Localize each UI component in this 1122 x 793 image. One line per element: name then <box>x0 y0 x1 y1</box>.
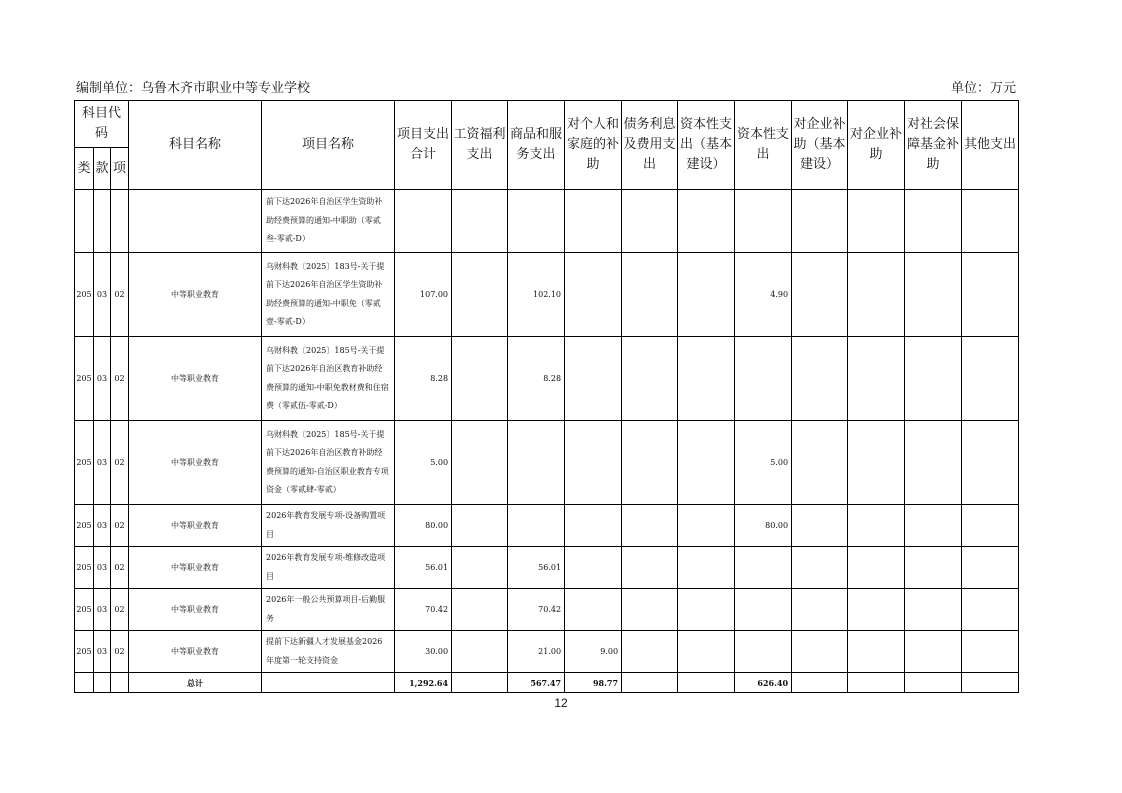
table-row <box>75 190 1019 253</box>
cell-debt <box>622 505 678 547</box>
cell-social <box>905 190 962 253</box>
cell-goods: 8.28 <box>508 337 565 421</box>
cell-capital <box>735 589 792 631</box>
cell-personal <box>565 253 622 337</box>
cell-empty <box>111 673 129 693</box>
cell-ent-basic <box>792 505 848 547</box>
cell-capital <box>735 631 792 673</box>
cell-social <box>905 337 962 421</box>
cell-wages <box>452 337 508 421</box>
cell-personal <box>565 337 622 421</box>
cell-subject: 中等职业教育 <box>129 421 262 505</box>
cell-subject: 中等职业教育 <box>129 631 262 673</box>
cell-cap-basic <box>678 505 735 547</box>
cell-cap-basic <box>678 421 735 505</box>
total-wages <box>452 673 508 693</box>
cell-capital: 80.00 <box>735 505 792 547</box>
total-goods: 567.47 <box>508 673 565 693</box>
cell-other <box>962 421 1019 505</box>
cell-goods <box>508 505 565 547</box>
cell-cap-basic <box>678 190 735 253</box>
cell-xiang <box>111 190 129 253</box>
col-capital: 资本性支出 <box>735 101 792 190</box>
cell-enterprise <box>848 421 905 505</box>
cell-total <box>395 190 452 253</box>
cell-ent-basic <box>792 547 848 589</box>
cell-enterprise <box>848 589 905 631</box>
col-project-name: 项目名称 <box>262 101 395 190</box>
cell-goods: 56.01 <box>508 547 565 589</box>
cell-capital <box>735 190 792 253</box>
cell-lei: 205 <box>75 547 94 589</box>
table-row <box>75 547 1019 589</box>
table-row <box>75 421 1019 505</box>
cell-project: 提前下达新疆人才发展基金2026年度第一轮支持资金 <box>262 631 395 673</box>
cell-enterprise <box>848 631 905 673</box>
cell-lei: 205 <box>75 421 94 505</box>
compiling-unit: 编制单位：乌鲁木齐市职业中等专业学校 <box>76 81 311 96</box>
cell-lei: 205 <box>75 337 94 421</box>
col-enterprise: 对企业补助 <box>848 101 905 190</box>
total-debt <box>622 673 678 693</box>
cell-lei: 205 <box>75 505 94 547</box>
total-personal: 98.77 <box>565 673 622 693</box>
table-row <box>75 337 1019 421</box>
cell-wages <box>452 505 508 547</box>
cell-xiang: 02 <box>111 547 129 589</box>
col-lei: 类 <box>75 148 94 190</box>
cell-enterprise <box>848 505 905 547</box>
project-expenditure-table <box>74 100 1019 693</box>
cell-kuan: 03 <box>94 421 111 505</box>
cell-project: 2026年教育发展专项-设备购置项目 <box>262 505 395 547</box>
cell-personal <box>565 547 622 589</box>
cell-debt <box>622 421 678 505</box>
cell-ent-basic <box>792 589 848 631</box>
cell-personal: 9.00 <box>565 631 622 673</box>
cell-project: 前下达2026年自治区学生资助补助经费预算的通知-中职助（零贰叁-零贰-D） <box>262 190 395 253</box>
cell-total: 5.00 <box>395 421 452 505</box>
cell-other <box>962 505 1019 547</box>
cell-other <box>962 190 1019 253</box>
table-row <box>75 631 1019 673</box>
col-subject-name: 科目名称 <box>129 101 262 190</box>
cell-cap-basic <box>678 253 735 337</box>
col-social-security: 对社会保障基金补助 <box>905 101 962 190</box>
cell-subject <box>129 190 262 253</box>
cell-enterprise <box>848 547 905 589</box>
table-row <box>75 253 1019 337</box>
cell-ent-basic <box>792 337 848 421</box>
cell-total: 56.01 <box>395 547 452 589</box>
cell-other <box>962 631 1019 673</box>
cell-goods <box>508 421 565 505</box>
cell-ent-basic <box>792 190 848 253</box>
col-debt-interest: 债务利息及费用支出 <box>622 101 678 190</box>
cell-social <box>905 505 962 547</box>
col-kuan: 款 <box>94 148 111 190</box>
total-social <box>905 673 962 693</box>
cell-subject: 中等职业教育 <box>129 253 262 337</box>
cell-goods: 102.10 <box>508 253 565 337</box>
currency-unit: 单位：万元 <box>950 81 1016 96</box>
table-row <box>75 589 1019 631</box>
cell-total: 30.00 <box>395 631 452 673</box>
table-body <box>75 190 1019 693</box>
cell-lei: 205 <box>75 631 94 673</box>
cell-total: 107.00 <box>395 253 452 337</box>
cell-xiang: 02 <box>111 505 129 547</box>
cell-lei: 205 <box>75 589 94 631</box>
cell-kuan: 03 <box>94 505 111 547</box>
cell-wages <box>452 589 508 631</box>
cell-cap-basic <box>678 337 735 421</box>
cell-xiang: 02 <box>111 589 129 631</box>
col-personal-subsidy: 对个人和家庭的补助 <box>565 101 622 190</box>
cell-total: 70.42 <box>395 589 452 631</box>
cell-ent-basic <box>792 253 848 337</box>
header-line <box>76 79 1016 99</box>
cell-other <box>962 337 1019 421</box>
cell-goods: 21.00 <box>508 631 565 673</box>
cell-wages <box>452 253 508 337</box>
cell-goods <box>508 190 565 253</box>
cell-cap-basic <box>678 547 735 589</box>
cell-xiang: 02 <box>111 253 129 337</box>
cell-personal <box>565 589 622 631</box>
col-capital-basic: 资本性支出（基本建设） <box>678 101 735 190</box>
cell-total: 80.00 <box>395 505 452 547</box>
cell-social <box>905 421 962 505</box>
total-total: 1,292.64 <box>395 673 452 693</box>
cell-kuan: 03 <box>94 253 111 337</box>
total-label: 总计 <box>129 673 262 693</box>
cell-social <box>905 631 962 673</box>
cell-lei <box>75 190 94 253</box>
cell-empty <box>94 673 111 693</box>
cell-xiang: 02 <box>111 631 129 673</box>
cell-social <box>905 547 962 589</box>
cell-debt <box>622 337 678 421</box>
cell-social <box>905 253 962 337</box>
table-row <box>75 505 1019 547</box>
cell-other <box>962 253 1019 337</box>
cell-subject: 中等职业教育 <box>129 589 262 631</box>
cell-kuan: 03 <box>94 589 111 631</box>
cell-cap-basic <box>678 589 735 631</box>
cell-project: 2026年一般公共预算项目-后勤服务 <box>262 589 395 631</box>
col-total: 项目支出合计 <box>395 101 452 190</box>
cell-empty <box>262 673 395 693</box>
cell-wages <box>452 547 508 589</box>
cell-enterprise <box>848 337 905 421</box>
cell-xiang: 02 <box>111 421 129 505</box>
cell-enterprise <box>848 190 905 253</box>
page-number: 12 <box>554 696 568 710</box>
cell-project: 乌财科教〔2025〕185号-关于提前下达2026年自治区教育补助经费预算的通知-自治区职业教育专项资金（零贰肆-零贰） <box>262 421 395 505</box>
cell-personal <box>565 421 622 505</box>
cell-capital: 5.00 <box>735 421 792 505</box>
col-enterprise-basic: 对企业补助（基本建设） <box>792 101 848 190</box>
cell-enterprise <box>848 253 905 337</box>
cell-lei: 205 <box>75 253 94 337</box>
cell-capital <box>735 547 792 589</box>
cell-personal <box>565 505 622 547</box>
cell-ent-basic <box>792 421 848 505</box>
cell-project: 乌财科教〔2025〕183号-关于提前下达2026年自治区学生资助补助经费预算的通知-中职免（零贰壹-零贰-D） <box>262 253 395 337</box>
cell-personal <box>565 190 622 253</box>
cell-social <box>905 589 962 631</box>
cell-capital: 4.90 <box>735 253 792 337</box>
col-xiang: 项 <box>111 148 129 190</box>
col-wages: 工资福利支出 <box>452 101 508 190</box>
cell-debt <box>622 190 678 253</box>
total-enterprise <box>848 673 905 693</box>
cell-other <box>962 547 1019 589</box>
header-row-1 <box>75 101 1019 148</box>
col-subject-code: 科目代码 <box>75 101 129 148</box>
cell-debt <box>622 547 678 589</box>
cell-debt <box>622 631 678 673</box>
cell-xiang: 02 <box>111 337 129 421</box>
cell-goods: 70.42 <box>508 589 565 631</box>
total-capital: 626.40 <box>735 673 792 693</box>
cell-total: 8.28 <box>395 337 452 421</box>
cell-debt <box>622 253 678 337</box>
cell-capital <box>735 337 792 421</box>
cell-kuan: 03 <box>94 631 111 673</box>
total-other <box>962 673 1019 693</box>
cell-cap-basic <box>678 631 735 673</box>
cell-wages <box>452 631 508 673</box>
total-row <box>75 673 1019 693</box>
total-ent-basic <box>792 673 848 693</box>
cell-subject: 中等职业教育 <box>129 547 262 589</box>
total-cap-basic <box>678 673 735 693</box>
cell-wages <box>452 421 508 505</box>
cell-wages <box>452 190 508 253</box>
cell-project: 乌财科教〔2025〕185号-关于提前下达2026年自治区教育补助经费预算的通知-中职免教材费和住宿费（零贰伍-零贰-D） <box>262 337 395 421</box>
cell-other <box>962 589 1019 631</box>
cell-kuan <box>94 190 111 253</box>
cell-kuan: 03 <box>94 337 111 421</box>
cell-project: 2026年教育发展专项-维修改造项目 <box>262 547 395 589</box>
cell-debt <box>622 589 678 631</box>
col-goods-services: 商品和服务支出 <box>508 101 565 190</box>
cell-empty <box>75 673 94 693</box>
col-other: 其他支出 <box>962 101 1019 190</box>
cell-kuan: 03 <box>94 547 111 589</box>
cell-subject: 中等职业教育 <box>129 337 262 421</box>
cell-subject: 中等职业教育 <box>129 505 262 547</box>
cell-ent-basic <box>792 631 848 673</box>
